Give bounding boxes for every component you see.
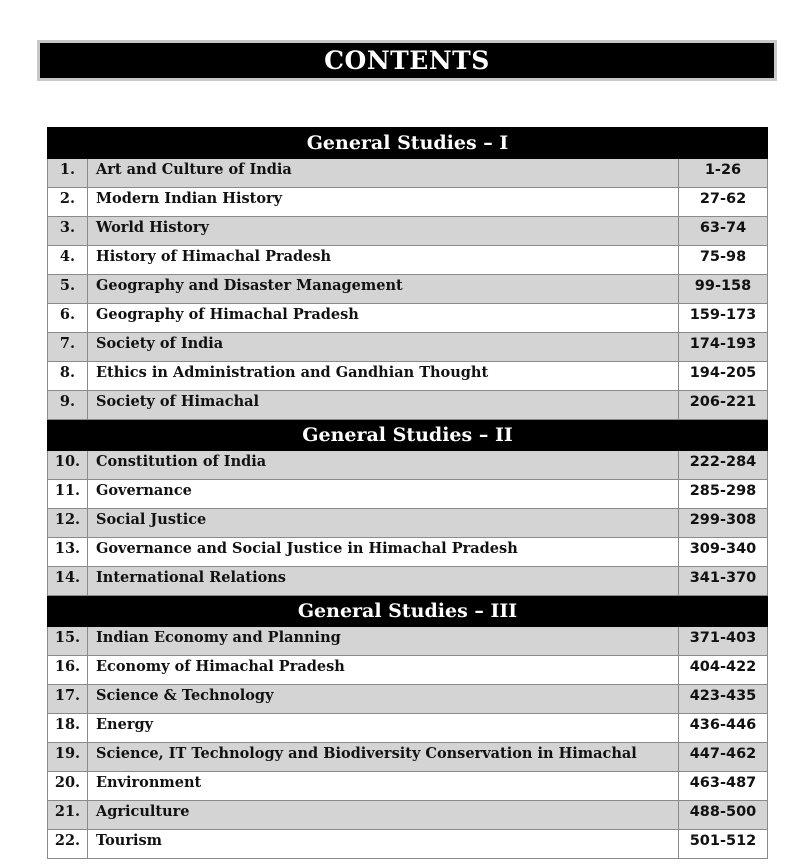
chapter-number: 11. bbox=[48, 480, 88, 509]
chapter-number: 8. bbox=[48, 362, 88, 391]
page-range: 436-446 bbox=[679, 714, 768, 743]
chapter-number: 5. bbox=[48, 275, 88, 304]
chapter-number: 18. bbox=[48, 714, 88, 743]
chapter-title[interactable]: Geography and Disaster Management bbox=[88, 275, 679, 304]
chapter-number: 20. bbox=[48, 772, 88, 801]
page-range: 371-403 bbox=[679, 627, 768, 656]
contents-table-body bbox=[48, 128, 768, 859]
page-range: 463-487 bbox=[679, 772, 768, 801]
page-range: 159-173 bbox=[679, 304, 768, 333]
toc-row[interactable] bbox=[48, 362, 768, 391]
page-range: 174-193 bbox=[679, 333, 768, 362]
chapter-title[interactable]: Environment bbox=[88, 772, 679, 801]
section-header bbox=[48, 596, 768, 627]
chapter-title[interactable]: Society of Himachal bbox=[88, 391, 679, 420]
chapter-number: 1. bbox=[48, 159, 88, 188]
page-range: 299-308 bbox=[679, 509, 768, 538]
chapter-number: 15. bbox=[48, 627, 88, 656]
toc-row[interactable] bbox=[48, 391, 768, 420]
section-header bbox=[48, 128, 768, 159]
page-range: 423-435 bbox=[679, 685, 768, 714]
chapter-number: 17. bbox=[48, 685, 88, 714]
chapter-number: 16. bbox=[48, 656, 88, 685]
page-range: 222-284 bbox=[679, 451, 768, 480]
chapter-title[interactable]: Modern Indian History bbox=[88, 188, 679, 217]
page-range: 194-205 bbox=[679, 362, 768, 391]
chapter-number: 6. bbox=[48, 304, 88, 333]
chapter-number: 2. bbox=[48, 188, 88, 217]
page-range: 27-62 bbox=[679, 188, 768, 217]
toc-row[interactable] bbox=[48, 538, 768, 567]
toc-row[interactable] bbox=[48, 246, 768, 275]
chapter-number: 9. bbox=[48, 391, 88, 420]
toc-row[interactable] bbox=[48, 830, 768, 859]
chapter-number: 12. bbox=[48, 509, 88, 538]
chapter-title[interactable]: World History bbox=[88, 217, 679, 246]
toc-row[interactable] bbox=[48, 685, 768, 714]
chapter-title[interactable]: Tourism bbox=[88, 830, 679, 859]
page-range: 99-158 bbox=[679, 275, 768, 304]
toc-row[interactable] bbox=[48, 567, 768, 596]
page-range: 309-340 bbox=[679, 538, 768, 567]
toc-row[interactable] bbox=[48, 159, 768, 188]
toc-row[interactable] bbox=[48, 801, 768, 830]
toc-row[interactable] bbox=[48, 509, 768, 538]
chapter-title[interactable]: Indian Economy and Planning bbox=[88, 627, 679, 656]
chapter-title[interactable]: Society of India bbox=[88, 333, 679, 362]
contents-title: CONTENTS bbox=[37, 40, 777, 81]
chapter-title[interactable]: Economy of Himachal Pradesh bbox=[88, 656, 679, 685]
toc-row[interactable] bbox=[48, 656, 768, 685]
chapter-title[interactable]: Energy bbox=[88, 714, 679, 743]
chapter-number: 22. bbox=[48, 830, 88, 859]
page-range: 404-422 bbox=[679, 656, 768, 685]
chapter-title[interactable]: Agriculture bbox=[88, 801, 679, 830]
chapter-number: 13. bbox=[48, 538, 88, 567]
chapter-title[interactable]: Social Justice bbox=[88, 509, 679, 538]
chapter-title[interactable]: International Relations bbox=[88, 567, 679, 596]
section-heading: General Studies – I bbox=[48, 128, 768, 159]
chapter-number: 7. bbox=[48, 333, 88, 362]
chapter-number: 21. bbox=[48, 801, 88, 830]
chapter-title[interactable]: Geography of Himachal Pradesh bbox=[88, 304, 679, 333]
section-heading: General Studies – II bbox=[48, 420, 768, 451]
toc-row[interactable] bbox=[48, 333, 768, 362]
chapter-number: 4. bbox=[48, 246, 88, 275]
section-heading: General Studies – III bbox=[48, 596, 768, 627]
chapter-title[interactable]: History of Himachal Pradesh bbox=[88, 246, 679, 275]
chapter-number: 19. bbox=[48, 743, 88, 772]
page-range: 285-298 bbox=[679, 480, 768, 509]
toc-row[interactable] bbox=[48, 714, 768, 743]
toc-row[interactable] bbox=[48, 627, 768, 656]
chapter-title[interactable]: Science & Technology bbox=[88, 685, 679, 714]
chapter-title[interactable]: Governance bbox=[88, 480, 679, 509]
section-header bbox=[48, 420, 768, 451]
toc-row[interactable] bbox=[48, 743, 768, 772]
contents-table bbox=[47, 127, 768, 859]
chapter-title[interactable]: Governance and Social Justice in Himachal Pradesh bbox=[88, 538, 679, 567]
chapter-number: 10. bbox=[48, 451, 88, 480]
toc-row[interactable] bbox=[48, 275, 768, 304]
chapter-number: 3. bbox=[48, 217, 88, 246]
page-range: 501-512 bbox=[679, 830, 768, 859]
chapter-title[interactable]: Science, IT Technology and Biodiversity Conservation in Himachal bbox=[88, 743, 679, 772]
chapter-number: 14. bbox=[48, 567, 88, 596]
toc-row[interactable] bbox=[48, 217, 768, 246]
toc-row[interactable] bbox=[48, 480, 768, 509]
toc-row[interactable] bbox=[48, 451, 768, 480]
toc-row[interactable] bbox=[48, 304, 768, 333]
toc-row[interactable] bbox=[48, 772, 768, 801]
page-range: 206-221 bbox=[679, 391, 768, 420]
page-range: 63-74 bbox=[679, 217, 768, 246]
toc-row[interactable] bbox=[48, 188, 768, 217]
chapter-title[interactable]: Art and Culture of India bbox=[88, 159, 679, 188]
page-range: 341-370 bbox=[679, 567, 768, 596]
chapter-title[interactable]: Constitution of India bbox=[88, 451, 679, 480]
page-range: 447-462 bbox=[679, 743, 768, 772]
page-range: 1-26 bbox=[679, 159, 768, 188]
page-range: 75-98 bbox=[679, 246, 768, 275]
chapter-title[interactable]: Ethics in Administration and Gandhian Thought bbox=[88, 362, 679, 391]
page-range: 488-500 bbox=[679, 801, 768, 830]
